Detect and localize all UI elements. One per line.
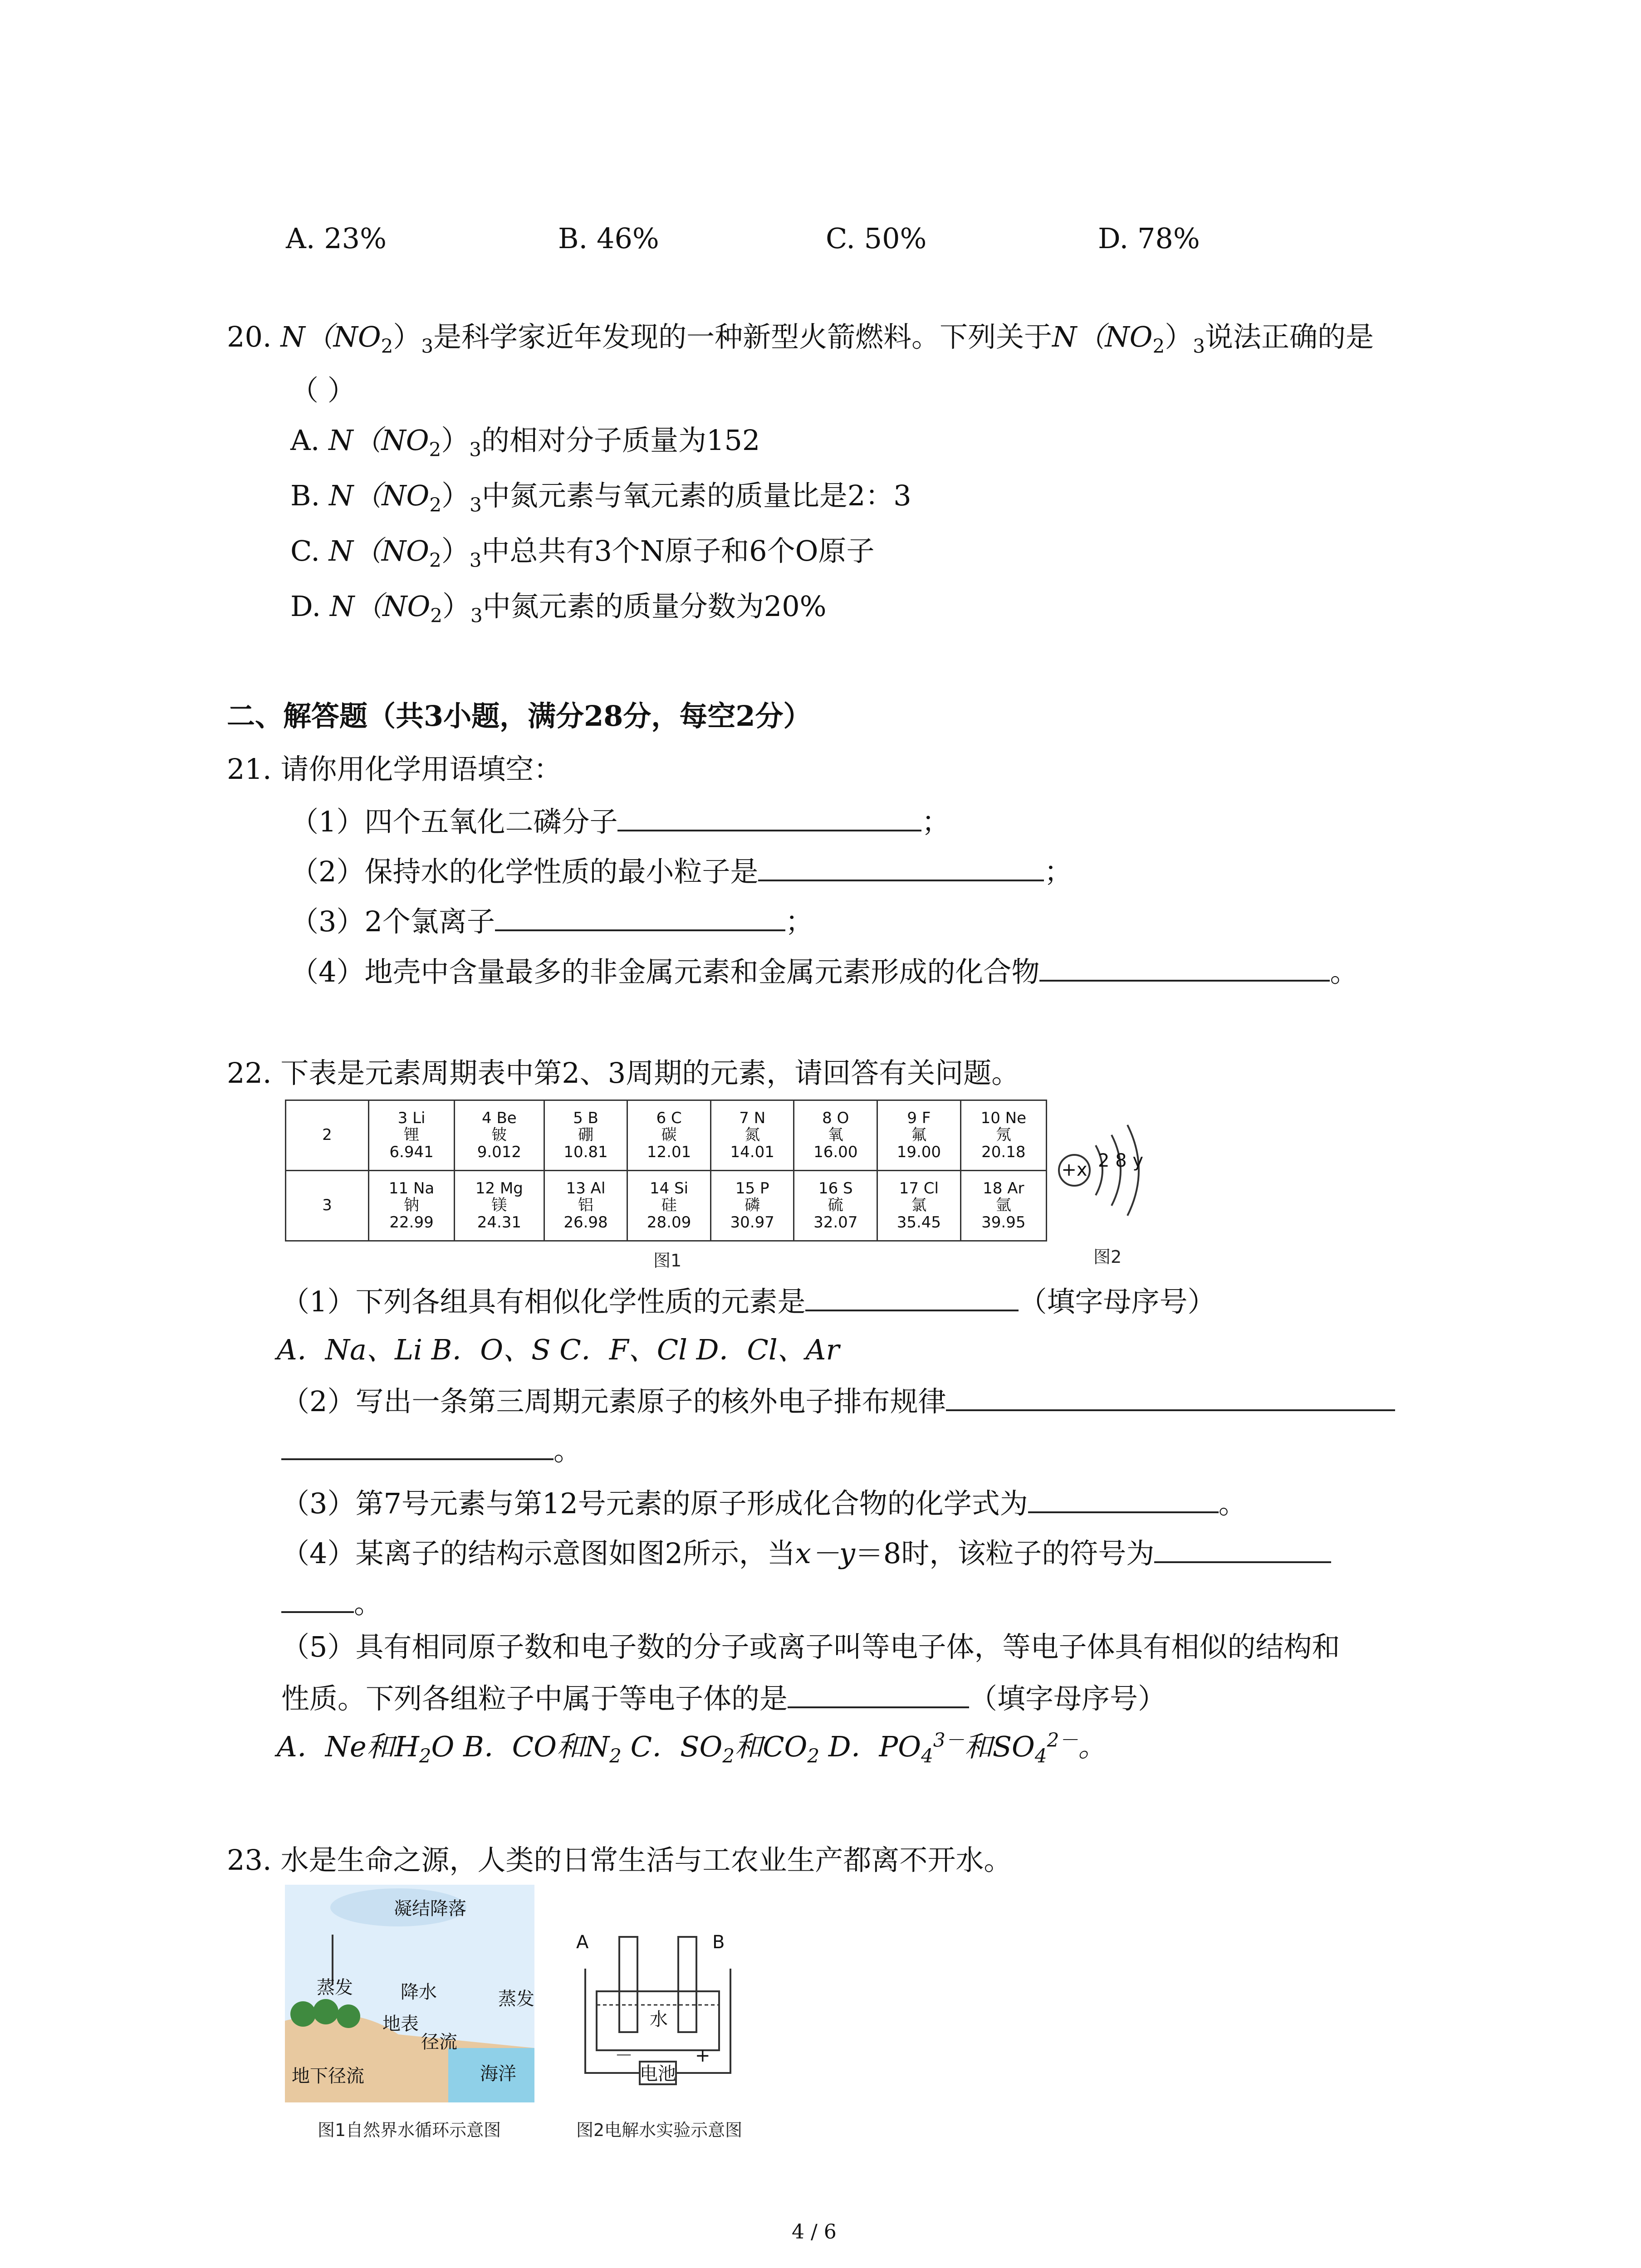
element-cell: 10 Ne 氖 20.18: [960, 1100, 1046, 1171]
element-cell: 6 C 碳 12.01: [627, 1100, 711, 1171]
label-evaporation-sea: 蒸发: [498, 1989, 534, 2009]
label-a: A: [576, 1932, 589, 1953]
label-ocean: 海洋: [480, 2063, 516, 2084]
q21-item-2: （2）保持水的化学性质的最小粒子是 ；: [290, 855, 1073, 888]
q21-item-1: （1）四个五氧化二磷分子 ；: [290, 805, 950, 838]
period-label: 3: [286, 1171, 369, 1241]
label-precipitation: 降水: [401, 1982, 437, 2003]
element-cell: 18 Ar 氩 39.95: [960, 1171, 1046, 1241]
atom-structure-diagram: [1053, 1102, 1189, 1238]
q22-part-1: （1）下列各组具有相似化学性质的元素是 （填字母序号）: [281, 1285, 1216, 1318]
answer-blank[interactable]: [617, 806, 921, 831]
section-title: 二、解答题（共3小题，满分28分，每空2分）: [227, 699, 812, 733]
q22-part-2-cont: 。: [281, 1435, 582, 1465]
element-cell: 17 Cl 氯 35.45: [877, 1171, 961, 1241]
q20-option-c: C. $N(NO_2)_3$中总共有3个N原子和6个O原子: [290, 534, 875, 572]
label-evaporation: 蒸发: [317, 1977, 353, 1998]
answer-blank[interactable]: [281, 1588, 354, 1613]
q20-paren: （ ）: [290, 374, 356, 407]
q22-part-1-options: A．Na、Li B．O、S C．F、Cl D．Cl、Ar: [277, 1333, 840, 1366]
label-minus: －: [615, 2045, 633, 2066]
label-plus: +: [695, 2045, 710, 2066]
page-number: 4 / 6: [792, 2220, 837, 2244]
table-row: [286, 1100, 1047, 1171]
label-condensation: 凝结降落: [394, 1898, 466, 1919]
test-tube-a: [619, 1937, 637, 2032]
answer-blank[interactable]: [1028, 1488, 1219, 1513]
element-cell: 13 Al 铝 26.98: [544, 1171, 627, 1241]
label-b: B: [712, 1932, 725, 1953]
water-cycle-caption: 图1自然界水循环示意图: [318, 2120, 501, 2140]
q22-part-5-options: A．Ne和$H_2O$ B．CO和$N_2$ C．$SO_2$和$CO_2$ D．$PO_4^{3-}$和$SO_4^{2-}$。: [277, 1729, 1107, 1767]
q20-option-a: A. $N(NO_2)_3$的相对分子质量为152: [290, 424, 760, 461]
tree-shape: [337, 2004, 360, 2028]
element-cell: 7 N 氮 14.01: [710, 1100, 794, 1171]
test-tube-b: [678, 1937, 696, 2032]
answer-blank[interactable]: [758, 856, 1044, 881]
q20-stem: 20. $N(NO_2)_3$是科学家近年发现的一种新型火箭燃料。下列关于$N(NO_2)_3$说法正确的是: [227, 320, 1374, 357]
element-cell: 14 Si 硅 28.09: [627, 1171, 711, 1241]
q20-option-d: D. $N(NO_2)_3$中氮元素的质量分数为20%: [290, 590, 827, 627]
answer-blank[interactable]: [1039, 956, 1330, 982]
q19-option-c: C. 50%: [826, 222, 927, 255]
q22-part-5: （5）具有相同原子数和电子数的分子或离子叫等电子体，等电子体具有相似的结构和: [281, 1630, 1340, 1663]
answer-blank[interactable]: [1154, 1538, 1331, 1563]
element-cell: 12 Mg 镁 24.31: [455, 1171, 544, 1241]
element-cell: 9 F 氟 19.00: [877, 1100, 961, 1171]
label-runoff: 径流: [421, 2032, 457, 2053]
answer-blank[interactable]: [281, 1435, 554, 1460]
tree-shape: [290, 2001, 316, 2027]
tree-shape: [313, 1999, 338, 2024]
nucleus-label: +x: [1061, 1159, 1087, 1180]
q19-option-d: D. 78%: [1098, 222, 1200, 255]
answer-blank[interactable]: [788, 1683, 969, 1708]
answer-blank[interactable]: [946, 1386, 1395, 1411]
q22-part-5-cont: 性质。下列各组粒子中属于等电子体的是 （填字母序号）: [281, 1682, 1166, 1715]
q19-option-b: B. 46%: [558, 222, 659, 255]
fig2-caption: 图2: [1093, 1247, 1122, 1267]
q21-item-3: （3）2个氯离子 ；: [290, 905, 813, 938]
label-water: 水: [650, 2009, 668, 2030]
q23-stem: 23. 水是生命之源，人类的日常生活与工农业生产都离不开水。: [227, 1843, 1012, 1877]
q21-stem: 21. 请你用化学用语填空：: [227, 753, 562, 786]
q22-part-2: （2）写出一条第三周期元素原子的核外电子排布规律: [281, 1386, 1395, 1416]
electrolysis-diagram: [576, 1923, 758, 2105]
q22-part-3: （3）第7号元素与第12号元素的原子形成化合物的化学式为 。: [281, 1487, 1247, 1520]
table-row: [286, 1171, 1047, 1241]
element-cell: 5 B 硼 10.81: [544, 1100, 627, 1171]
water-cycle-diagram: [285, 1885, 534, 2102]
label-groundwater: 地下径流: [292, 2066, 364, 2087]
electrolysis-caption: 图2电解水实验示意图: [576, 2120, 743, 2140]
element-cell: 16 S 硫 32.07: [794, 1171, 877, 1241]
q19-option-a: A. 23%: [286, 222, 387, 255]
electron-count-label: 2 8 y: [1098, 1150, 1143, 1171]
q21-item-4: （4）地壳中含量最多的非金属元素和金属元素形成的化合物 。: [290, 955, 1358, 988]
label-battery: 电池: [640, 2063, 676, 2084]
element-cell: 11 Na 钠 22.99: [369, 1171, 455, 1241]
label-surface: 地表: [382, 2014, 419, 2034]
periodic-table: [285, 1100, 1047, 1242]
answer-blank[interactable]: [805, 1286, 1019, 1311]
element-cell: 15 P 磷 30.97: [710, 1171, 794, 1241]
q22-part-4: （4）某离子的结构示意图如图2所示，当x－y＝8时，该粒子的符号为: [281, 1538, 1331, 1568]
element-cell: 4 Be 铍 9.012: [455, 1100, 544, 1171]
answer-blank[interactable]: [495, 906, 785, 931]
element-cell: 8 O 氧 16.00: [794, 1100, 877, 1171]
fig1-caption: 图1: [653, 1251, 682, 1271]
element-cell: 3 Li 锂 6.941: [369, 1100, 455, 1171]
q22-stem: 22. 下表是元素周期表中第2、3周期的元素，请回答有关问题。: [227, 1056, 1020, 1090]
q20-option-b: B. $N(NO_2)_3$中氮元素与氧元素的质量比是2：3: [290, 479, 911, 516]
period-label: 2: [286, 1100, 369, 1171]
q22-part-4-cont: 。: [281, 1588, 382, 1618]
